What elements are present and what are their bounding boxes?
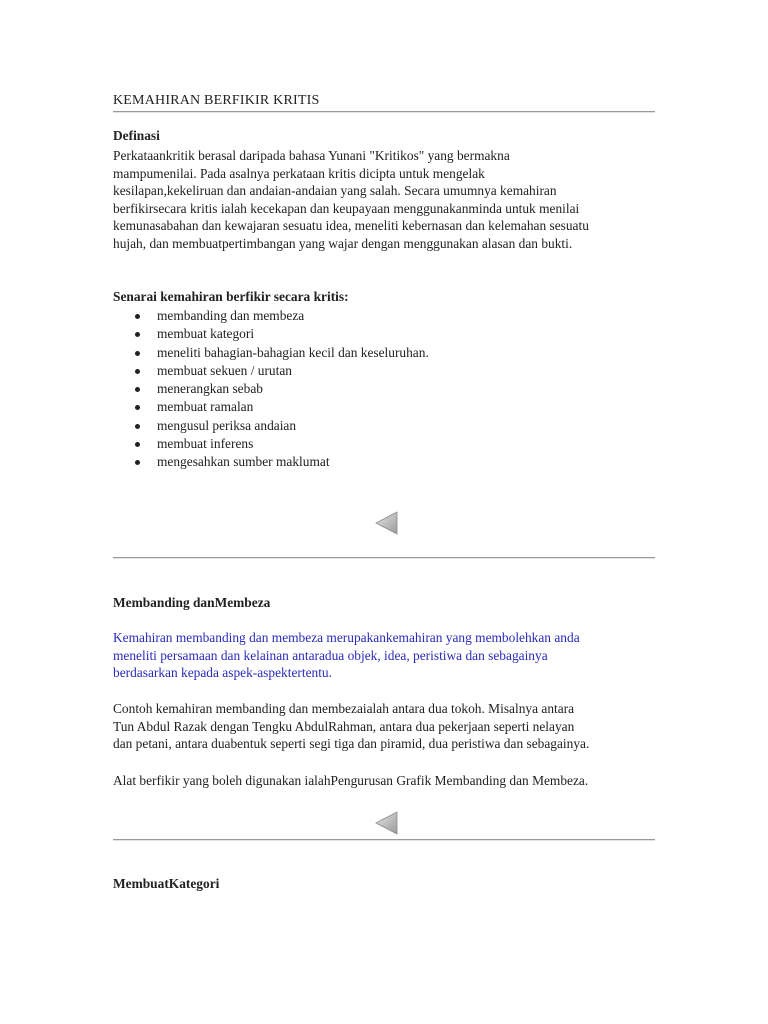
compare-intro [113, 629, 580, 682]
definition-line: kesilapan,kekeliruan dan andaian-andaian yang salah. Secara umumnya kemahiran [113, 183, 557, 199]
definition-line: hujah, dan membuatpertimbangan yang wajar dengan menggunakan alasan dan bukti. [113, 235, 573, 251]
compare-intro-line: Kemahiran membanding dan membeza merupakankemahiran yang membolehkan anda [113, 630, 580, 645]
skill-item-sequence: membuat sekuen / urutan [113, 362, 429, 380]
skills-list [113, 307, 429, 472]
divider [113, 111, 655, 113]
definition-heading: Definasi [113, 128, 160, 143]
definition-line: berfikirsecara kritis ialah kecekapan dan keupayaan menggunakanminda untuk menilai [113, 200, 580, 216]
category-heading: MembuatKategori [113, 876, 220, 891]
back-arrow-icon[interactable] [374, 510, 400, 536]
compare-intro-line: berdasarkan kepada aspek-aspektertentu. [113, 665, 332, 681]
skill-item-inference: membuat inferens [113, 435, 429, 453]
skill-item-source: mengesahkan sumber maklumat [113, 453, 429, 471]
compare-example-line: Tun Abdul Razak dengan Tengku AbdulRahman, antara dua pekerjaan seperti nelayan [113, 718, 575, 734]
page-title: KEMAHIRAN BERFIKIR KRITIS [113, 93, 320, 108]
definition-line: kemunasabahan dan kewajaran sesuatu idea, meneliti kebernasan dan kelemahan sesuatu [113, 218, 589, 234]
skill-item-parts: meneliti bahagian-bahagian kecil dan keseluruhan. [113, 344, 429, 362]
divider [113, 839, 655, 841]
definition-line: Perkataankritik berasal daripada bahasa Yunani "Kritikos" yang bermakna [113, 148, 510, 163]
divider [113, 557, 655, 559]
skill-item-assumption: mengusul periksa andaian [113, 417, 429, 435]
skill-item-predict: membuat ramalan [113, 398, 429, 416]
skill-item-cause: menerangkan sebab [113, 380, 429, 398]
compare-tool-line: Alat berfikir yang boleh digunakan ialahPengurusan Grafik Membanding dan Membeza. [113, 773, 589, 788]
compare-intro-line: meneliti persamaan dan kelainan antaradua objek, idea, peristiwa dan sebagainya [113, 647, 548, 663]
compare-heading: Membanding danMembeza [113, 595, 271, 610]
skill-item-compare: membanding dan membeza [113, 307, 429, 325]
definition-text [113, 147, 589, 253]
compare-example-line: Contoh kemahiran membanding dan membezaialah antara dua tokoh. Misalnya antara [113, 701, 575, 716]
compare-tool [113, 772, 588, 790]
skills-heading: Senarai kemahiran berfikir secara kritis: [113, 289, 349, 304]
compare-example-line: dan petani, antara duabentuk seperti segi tiga dan piramid, dua peristiwa dan sebagainya. [113, 736, 590, 752]
skill-item-category: membuat kategori [113, 325, 429, 343]
back-arrow-icon[interactable] [374, 810, 400, 836]
definition-line: mampumenilai. Pada asalnya perkataan kritis dicipta untuk mengelak [113, 165, 485, 181]
compare-example [113, 700, 589, 753]
